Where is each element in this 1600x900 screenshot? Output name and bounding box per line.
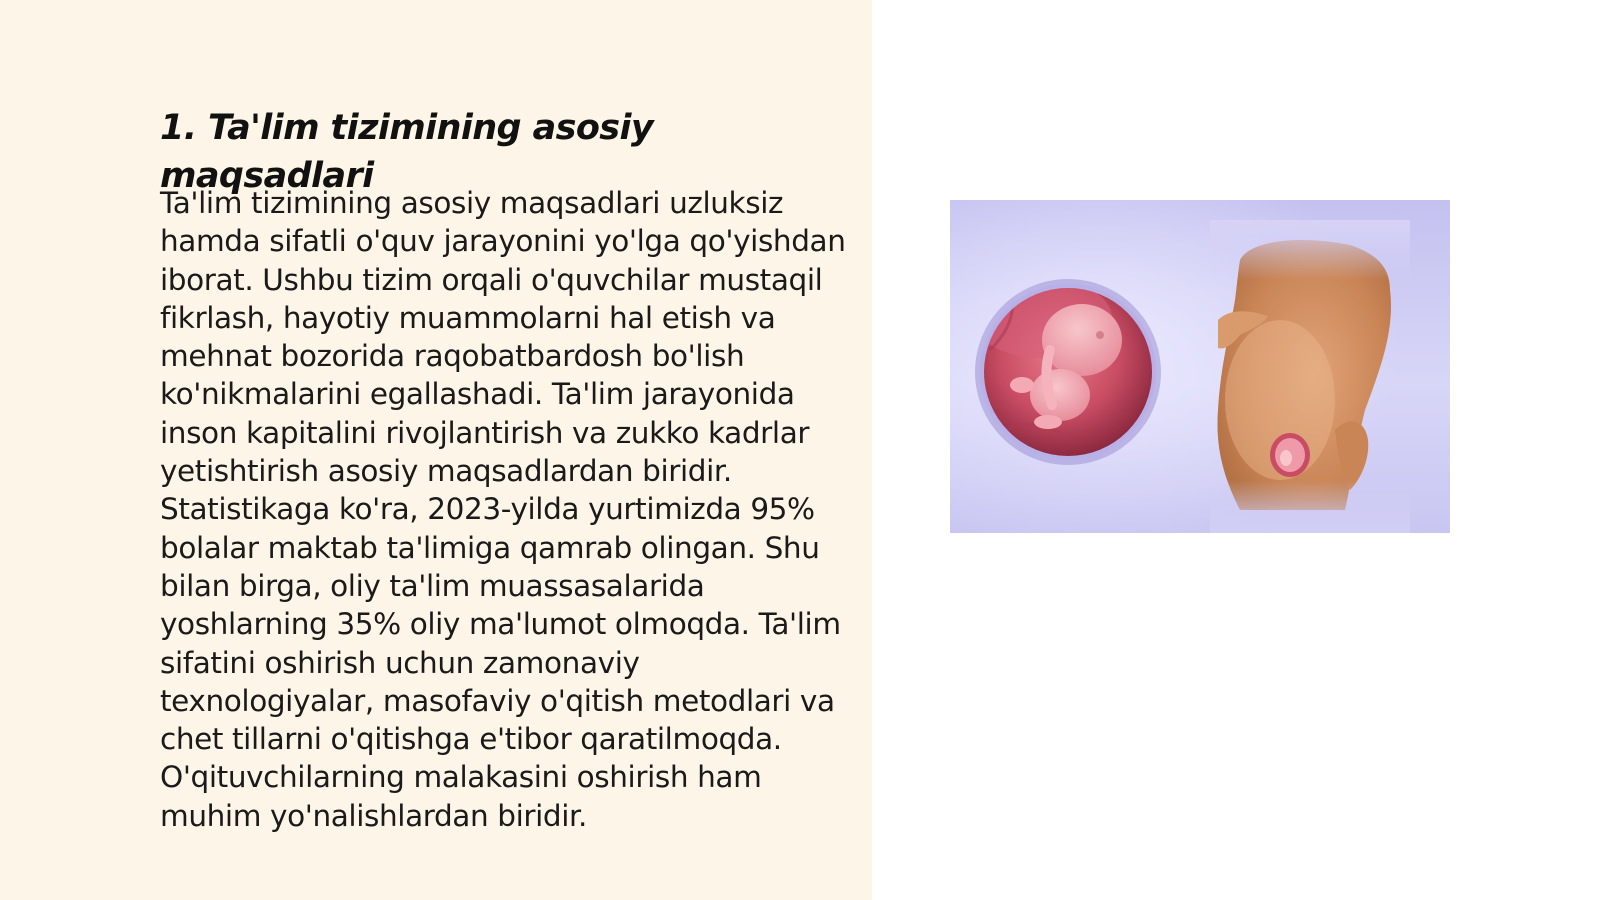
slide-body-text: Ta'lim tizimining asosiy maqsadlari uzluksiz hamda sifatli o'quv jarayonini yo'lga qo'yishdan iborat. Ushbu tizim orqali o'quvchilar mustaqil fikrlash, hayotiy muammolarni hal etish va mehnat bozorida raqobatbardosh bo'lish ko'nikmalarini egallashadi. Ta'lim jarayonida inson kapitalini rivojlantirish va zukko kadrlar yetishtirish asosiy maqsadlardan biridir. Statistikaga ko'ra, 2023-yilda yurtimizda 95% bolalar maktab ta'limiga qamrab olingan. Shu bilan birga, oliy ta'lim muassasalarida yoshlarning 35% oliy ma'lumot olmoqda. Ta'lim sifatini oshirish uchun zamonaviy texnologiyalar, masofaviy o'qitish metodlari va chet tillarni o'qitishga e'tibor qaratilmoqda. O'qituvchilarning malakasini oshirish ham muhim yo'nalishlardan biridir. bbox=[160, 186, 846, 833]
slide-heading: 1. Ta'lim tizimining asosiy maqsadlari bbox=[160, 108, 654, 196]
pregnancy-illustration bbox=[950, 200, 1450, 533]
